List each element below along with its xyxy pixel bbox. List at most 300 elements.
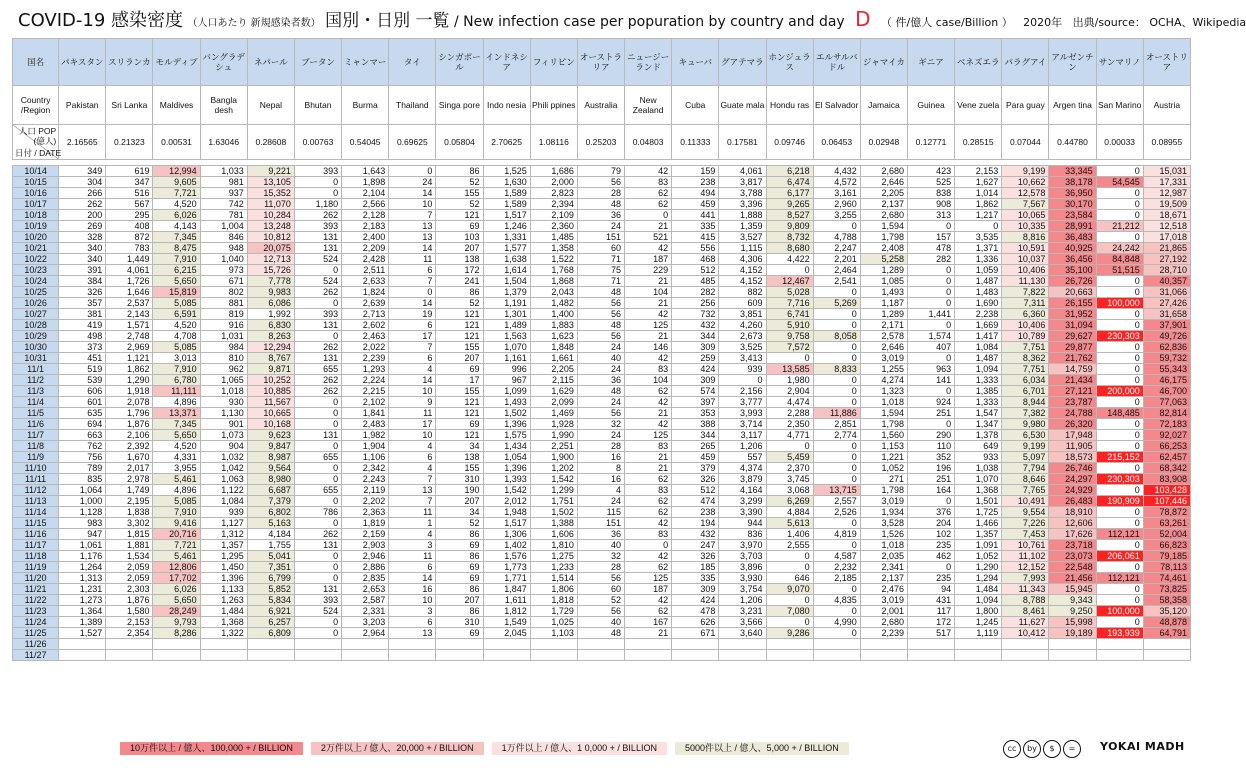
data-cell: 424	[672, 364, 719, 375]
data-cell: 663	[59, 430, 106, 441]
table-row	[13, 584, 1191, 595]
country-name-jp: シンガポール	[436, 39, 483, 86]
data-cell: 31,094	[1049, 320, 1096, 331]
data-cell: 48	[577, 287, 624, 298]
data-cell: 1,661	[530, 353, 577, 364]
data-cell: 3,390	[719, 507, 766, 518]
data-cell: 5,269	[813, 298, 860, 309]
data-cell: 0	[813, 353, 860, 364]
data-cell: 27,192	[1143, 254, 1190, 265]
data-cell: 326	[672, 474, 719, 485]
data-cell: 1,594	[860, 221, 907, 232]
data-cell: 1,187	[860, 298, 907, 309]
data-cell: 1,294	[955, 573, 1002, 584]
data-cell: 1,406	[766, 529, 813, 540]
data-cell: 881	[200, 298, 247, 309]
data-cell: 1,623	[530, 331, 577, 342]
data-cell: 262	[294, 342, 341, 353]
data-cell: 7	[389, 342, 436, 353]
data-cell: 0	[294, 518, 341, 529]
data-cell: 0	[813, 386, 860, 397]
data-cell: 2,400	[342, 232, 389, 243]
data-cell: 10	[389, 199, 436, 210]
data-cell: 24	[577, 430, 624, 441]
data-cell: 24	[577, 364, 624, 375]
data-cell: 1,643	[342, 166, 389, 177]
data-cell: 7,567	[1002, 199, 1049, 210]
data-cell: 1,876	[106, 419, 153, 430]
data-cell: 2,370	[766, 463, 813, 474]
data-cell: 2,043	[530, 287, 577, 298]
data-cell: 1,918	[106, 386, 153, 397]
data-cell: 1,928	[530, 419, 577, 430]
data-cell: 62	[625, 474, 672, 485]
data-cell: 2,555	[766, 540, 813, 551]
data-cell: 206,061	[1096, 551, 1143, 562]
data-cell: 0	[294, 562, 341, 573]
data-cell: 5,613	[766, 518, 813, 529]
data-cell: 384	[59, 276, 106, 287]
country-name-en: Burma	[342, 86, 389, 125]
data-cell: 83	[625, 529, 672, 540]
data-cell: 10,037	[1002, 254, 1049, 265]
data-cell: 2,587	[342, 595, 389, 606]
table-row	[13, 452, 1191, 463]
data-cell: 9,564	[247, 463, 294, 474]
data-cell: 13,715	[813, 485, 860, 496]
data-cell: 424	[672, 595, 719, 606]
data-cell: 0	[294, 408, 341, 419]
data-cell: 2,017	[106, 463, 153, 474]
data-cell: 207	[436, 496, 483, 507]
data-cell: 5,834	[247, 595, 294, 606]
population-value: 2.16565	[59, 125, 106, 160]
data-cell: 36	[577, 210, 624, 221]
data-cell: 1,614	[483, 265, 530, 276]
data-cell: 51,515	[1096, 265, 1143, 276]
data-cell	[106, 639, 153, 650]
data-cell: 69	[436, 628, 483, 639]
data-cell: 6,360	[1002, 309, 1049, 320]
data-cell: 948	[200, 243, 247, 254]
data-cell: 38,178	[1049, 177, 1096, 188]
data-cell: 1,482	[530, 298, 577, 309]
data-cell: 48	[577, 628, 624, 639]
pop-label: 人口 POP	[18, 126, 57, 136]
data-cell: 1,400	[530, 309, 577, 320]
data-cell: 2,602	[342, 320, 389, 331]
data-cell: 1,289	[860, 265, 907, 276]
country-name-jp: スリランカ	[106, 39, 153, 86]
data-cell: 2,886	[342, 562, 389, 573]
data-cell: 2,680	[860, 166, 907, 177]
date-cell: 10/16	[13, 188, 59, 199]
data-cell: 12,987	[1143, 188, 1190, 199]
table-row	[13, 507, 1191, 518]
data-cell: 930	[200, 397, 247, 408]
data-cell: 1,389	[59, 617, 106, 628]
table-row	[13, 573, 1191, 584]
data-cell: 48	[577, 199, 624, 210]
data-cell: 83	[625, 177, 672, 188]
table-row	[13, 177, 1191, 188]
data-cell: 1,522	[530, 254, 577, 265]
data-cell: 1,245	[955, 617, 1002, 628]
data-cell: 14	[389, 375, 436, 386]
data-cell: 1,489	[483, 320, 530, 331]
population-value: 0.28608	[247, 125, 294, 160]
data-cell: 17,948	[1049, 430, 1096, 441]
data-cell: 1,385	[955, 386, 1002, 397]
data-cell: 36,456	[1049, 254, 1096, 265]
data-cell: 0	[1096, 353, 1143, 364]
data-cell: 309	[672, 584, 719, 595]
data-cell: 40,357	[1143, 276, 1190, 287]
data-cell: 1,263	[200, 595, 247, 606]
data-cell: 2,964	[342, 628, 389, 639]
data-cell	[1096, 639, 1143, 650]
population-value: 0.28515	[955, 125, 1002, 160]
data-cell: 1,501	[955, 496, 1002, 507]
data-cell: 6	[389, 353, 436, 364]
country-name-jp: エルサルバドル	[813, 39, 860, 86]
data-cell: 309	[672, 342, 719, 353]
data-cell: 46,700	[1143, 386, 1190, 397]
population-value: 0.05804	[436, 125, 483, 160]
data-cell: 1,484	[200, 606, 247, 617]
data-cell: 131	[294, 353, 341, 364]
data-cell: 1,576	[483, 551, 530, 562]
country-name-en: Phili ppines	[530, 86, 577, 125]
data-cell: 5,650	[153, 276, 200, 287]
header-corner-en: Country /Region	[13, 86, 59, 125]
table-row	[13, 639, 1191, 650]
data-cell: 86	[436, 287, 483, 298]
table-row	[13, 430, 1191, 441]
table-row	[13, 463, 1191, 474]
data-cell: 8,286	[153, 628, 200, 639]
data-cell: 462	[907, 551, 954, 562]
legend-item: 10万件以上 / 億人、100,000 + / BILLION	[120, 742, 303, 755]
data-cell: 3,955	[153, 463, 200, 474]
data-cell: 79	[577, 166, 624, 177]
data-cell: 2,673	[719, 331, 766, 342]
country-name-en: Maldives	[153, 86, 200, 125]
country-name-en: New Zealand	[625, 86, 672, 125]
data-cell: 2,680	[860, 617, 907, 628]
data-cell: 1,018	[860, 397, 907, 408]
data-cell: 1,359	[719, 221, 766, 232]
population-value: 0.69625	[389, 125, 436, 160]
data-cell: 0	[294, 419, 341, 430]
data-cell: 72,183	[1143, 419, 1190, 430]
data-cell: 5,852	[247, 584, 294, 595]
data-cell: 1,729	[530, 606, 577, 617]
data-cell: 6,026	[153, 210, 200, 221]
data-cell: 310	[436, 617, 483, 628]
data-cell: 6,177	[766, 188, 813, 199]
title-main: COVID-19 感染密度	[18, 10, 184, 31]
data-cell: 1,396	[483, 419, 530, 430]
data-cell: 24	[577, 221, 624, 232]
country-name-en: San Marino	[1096, 86, 1143, 125]
data-cell: 1,514	[530, 573, 577, 584]
population-value: 0.00763	[294, 125, 341, 160]
data-cell: 56	[577, 298, 624, 309]
data-cell	[813, 650, 860, 661]
data-cell: 4,520	[153, 441, 200, 452]
data-cell: 131	[294, 540, 341, 551]
data-cell: 112,121	[1096, 529, 1143, 540]
data-cell: 3,161	[813, 188, 860, 199]
data-cell: 5,041	[247, 551, 294, 562]
data-cell: 3,566	[719, 617, 766, 628]
data-cell: 230,303	[1096, 331, 1143, 342]
data-cell: 1,560	[860, 430, 907, 441]
table-row	[13, 188, 1191, 199]
data-cell: 125	[625, 573, 672, 584]
data-cell: 3,817	[719, 177, 766, 188]
data-cell: 1,103	[530, 628, 577, 639]
data-cell: 0	[813, 463, 860, 474]
data-cell: 77,063	[1143, 397, 1190, 408]
data-cell: 9,793	[153, 617, 200, 628]
data-cell: 82,814	[1143, 408, 1190, 419]
data-cell: 13,248	[247, 221, 294, 232]
data-cell: 388	[672, 419, 719, 430]
data-cell: 1,504	[483, 276, 530, 287]
data-cell: 17	[389, 419, 436, 430]
data-cell: 100,000	[1096, 298, 1143, 309]
data-cell: 0	[813, 221, 860, 232]
data-cell: 4,061	[719, 166, 766, 177]
data-cell: 2,205	[860, 188, 907, 199]
data-cell: 18,910	[1049, 507, 1096, 518]
data-cell: 1,798	[860, 485, 907, 496]
data-cell: 62	[625, 496, 672, 507]
data-cell: 539	[59, 375, 106, 386]
data-cell: 2,195	[106, 496, 153, 507]
data-cell: 21,212	[1096, 221, 1143, 232]
data-cell: 0	[1096, 584, 1143, 595]
data-cell: 1,371	[955, 243, 1002, 254]
data-cell: 1,290	[106, 375, 153, 386]
table-row	[13, 342, 1191, 353]
data-cell: 4,474	[766, 397, 813, 408]
data-cell: 11,343	[1002, 584, 1049, 595]
data-cell: 1,577	[483, 243, 530, 254]
data-cell: 56	[577, 309, 624, 320]
data-cell: 13,105	[247, 177, 294, 188]
data-cell: 86	[436, 166, 483, 177]
data-cell: 12,518	[1143, 221, 1190, 232]
data-cell: 282	[907, 254, 954, 265]
data-cell: 56	[577, 408, 624, 419]
data-cell: 1,686	[530, 166, 577, 177]
data-cell: 16	[577, 452, 624, 463]
data-cell: 207	[436, 595, 483, 606]
data-cell: 1,073	[200, 430, 247, 441]
data-cell	[389, 650, 436, 661]
data-cell	[1049, 639, 1096, 650]
data-cell: 1,289	[860, 309, 907, 320]
data-cell: 10,406	[1002, 265, 1049, 276]
data-cell: 1,627	[955, 177, 1002, 188]
data-cell: 0	[294, 265, 341, 276]
data-cell: 115	[577, 507, 624, 518]
data-cell: 9,199	[1002, 441, 1049, 452]
data-cell: 7	[389, 496, 436, 507]
data-cell: 5,085	[153, 496, 200, 507]
data-cell: 498	[59, 331, 106, 342]
data-cell: 0	[1096, 430, 1143, 441]
data-cell: 3,396	[719, 199, 766, 210]
data-cell: 8,987	[247, 452, 294, 463]
data-cell: 0	[907, 419, 954, 430]
data-cell: 155	[436, 463, 483, 474]
data-cell: 309	[672, 375, 719, 386]
data-cell: 2,104	[342, 188, 389, 199]
data-cell: 1,798	[860, 419, 907, 430]
data-cell: 7,751	[1002, 342, 1049, 353]
data-cell: 1,379	[483, 287, 530, 298]
data-cell: 11	[389, 551, 436, 562]
data-cell: 3,896	[719, 562, 766, 573]
data-cell: 485	[672, 276, 719, 287]
data-cell: 125	[625, 320, 672, 331]
data-cell: 1,904	[342, 441, 389, 452]
data-cell: 516	[106, 188, 153, 199]
data-cell	[907, 650, 954, 661]
data-cell: 0	[1096, 441, 1143, 452]
data-cell: 100,000	[1096, 606, 1143, 617]
data-cell: 121	[436, 331, 483, 342]
data-cell: 2,303	[106, 584, 153, 595]
title-en: / New infection case per popuration by country and day	[453, 14, 845, 30]
data-cell: 215,152	[1096, 452, 1143, 463]
data-cell: 6,780	[153, 375, 200, 386]
data-cell: 781	[200, 210, 247, 221]
data-cell: 13	[389, 221, 436, 232]
data-cell: 69	[436, 540, 483, 551]
creative-commons-icon: cc	[1003, 740, 1021, 758]
data-cell: 1,876	[106, 595, 153, 606]
data-cell: 14	[389, 243, 436, 254]
data-cell: 71	[577, 276, 624, 287]
data-cell: 6	[389, 265, 436, 276]
data-cell: 1,004	[200, 221, 247, 232]
data-cell: 1,396	[200, 573, 247, 584]
table-row	[13, 419, 1191, 430]
data-cell: 121	[436, 397, 483, 408]
data-cell: 6,215	[153, 265, 200, 276]
date-cell: 10/31	[13, 353, 59, 364]
data-cell: 6	[389, 452, 436, 463]
data-cell: 5,085	[153, 298, 200, 309]
data-cell	[436, 639, 483, 650]
data-cell: 1,070	[955, 474, 1002, 485]
data-cell: 0	[1096, 375, 1143, 386]
data-cell: 34	[436, 441, 483, 452]
data-cell: 151	[577, 232, 624, 243]
data-cell: 138	[436, 254, 483, 265]
legend-item: 2万件以上 / 億人、20,000 + / BILLION	[311, 742, 484, 755]
population-value: 0.09746	[766, 125, 813, 160]
data-cell: 1,061	[59, 540, 106, 551]
date-cell: 11/25	[13, 628, 59, 639]
data-cell: 23,718	[1049, 540, 1096, 551]
data-cell: 0	[766, 265, 813, 276]
data-cell: 36	[577, 529, 624, 540]
date-cell: 11/11	[13, 474, 59, 485]
data-cell: 1,848	[530, 342, 577, 353]
data-cell: 131	[294, 232, 341, 243]
data-cell: 6,218	[766, 166, 813, 177]
data-cell: 6,530	[1002, 430, 1049, 441]
data-cell	[483, 650, 530, 661]
country-name-en: Australia	[577, 86, 624, 125]
data-cell: 16	[389, 584, 436, 595]
data-cell: 2,428	[342, 254, 389, 265]
data-cell: 1,806	[530, 584, 577, 595]
data-cell: 1,275	[530, 551, 577, 562]
data-cell: 1,824	[342, 287, 389, 298]
data-cell: 104	[625, 287, 672, 298]
data-cell: 69	[436, 364, 483, 375]
data-cell: 0	[766, 551, 813, 562]
date-cell: 10/28	[13, 320, 59, 331]
data-cell: 810	[200, 353, 247, 364]
date-cell: 10/26	[13, 298, 59, 309]
table-row	[13, 540, 1191, 551]
data-cell: 3,640	[719, 628, 766, 639]
data-cell: 1,771	[483, 573, 530, 584]
data-cell: 4	[389, 463, 436, 474]
data-cell: 344	[672, 430, 719, 441]
data-cell: 207	[436, 353, 483, 364]
date-cell: 11/22	[13, 595, 59, 606]
table-row	[13, 496, 1191, 507]
data-cell: 0	[907, 265, 954, 276]
table-row	[13, 375, 1191, 386]
data-cell: 1,313	[59, 573, 106, 584]
header-row-en	[13, 86, 1191, 125]
data-cell: 29,877	[1049, 342, 1096, 353]
date-cell: 11/15	[13, 518, 59, 529]
date-cell: 10/17	[13, 199, 59, 210]
data-cell: 1,948	[483, 507, 530, 518]
table-row	[13, 287, 1191, 298]
data-cell: 0	[813, 375, 860, 386]
data-cell: 271	[860, 474, 907, 485]
data-cell: 340	[59, 254, 106, 265]
data-cell: 1,815	[106, 529, 153, 540]
data-cell: 5,910	[766, 320, 813, 331]
data-cell: 83	[625, 441, 672, 452]
data-cell: 6	[389, 320, 436, 331]
data-cell: 1,038	[955, 463, 1002, 474]
data-cell: 75	[577, 265, 624, 276]
data-cell: 13,371	[153, 408, 200, 419]
data-cell: 4,152	[719, 265, 766, 276]
data-cell	[200, 650, 247, 661]
country-name-jp: フィリピン	[530, 39, 577, 86]
data-cell: 69	[436, 573, 483, 584]
data-cell: 110	[907, 441, 954, 452]
data-cell: 2,463	[342, 331, 389, 342]
data-cell: 671	[672, 628, 719, 639]
data-cell: 26,483	[1049, 496, 1096, 507]
